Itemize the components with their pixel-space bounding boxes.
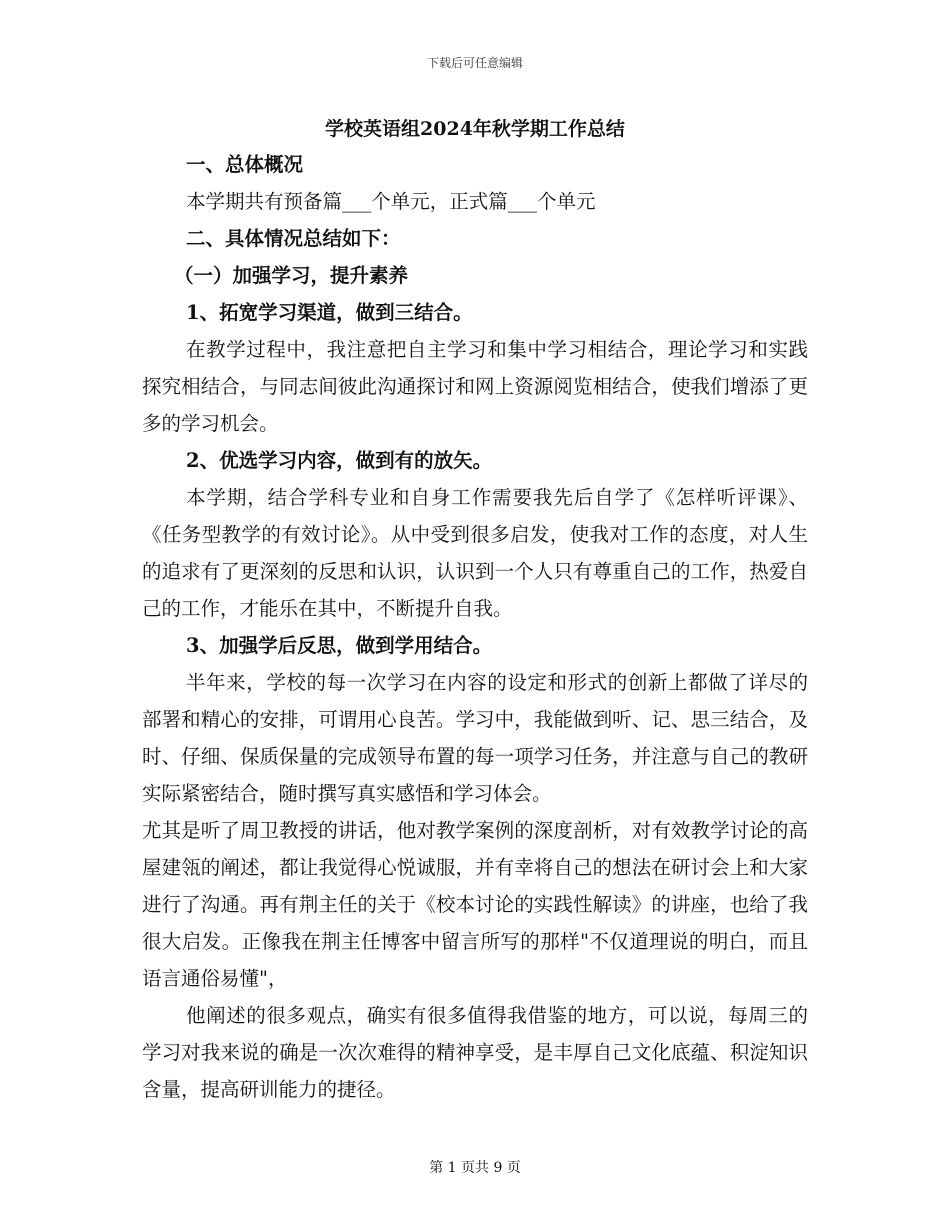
section-heading-overview: 一、总体概况 xyxy=(186,153,304,176)
item-text-3: 半年来，学校的每一次学习在内容的设定和形式的创新上都做了详尽的部署和精心的安排，可谓用心良苦。学习中，我能做到听、记、思三结合，及时、仔细、保质保量的完成领导布置的每一项学习任务，并注意与自己的教研实际紧密结合，随时撰写真实感悟和学习体会。 xyxy=(142,671,808,805)
item-text-3-continued: 尤其是听了周卫教授的讲话，他对教学案例的深度剖析，对有效教学讨论的高屋建瓴的阐述，都让我觉得心悦诚服，并有幸将自己的想法在研讨会上和大家进行了沟通。再有荆主任的关于《校本讨论的实践性解读》的讲座，也给了我很大启发。正像我在荆主任博客中留言所写的那样"不仅道理说的明白，而且语言通俗易懂"， xyxy=(142,819,808,990)
item-text-3-final: 他阐述的很多观点，确实有很多值得我借鉴的地方，可以说，每周三的学习对我来说的确是一次次难得的精神享受，是丰厚自己文化底蕴、积淀知识含量，提高研训能力的捷径。 xyxy=(142,1004,808,1101)
item-text-2: 本学期，结合学科专业和自身工作需要我先后自学了《怎样听评课》、《任务型教学的有效讨论》。从中受到很多启发，使我对工作的态度，对人生的追求有了更深刻的反思和认识，认识到一个人只有尊重自己的工作，热爱自己的工作，才能乐在其中，不断提升自我。 xyxy=(142,486,808,620)
page-footer: 第 1 页共 9 页 xyxy=(429,1160,521,1176)
document-title: 学校英语组2024年秋学期工作总结 xyxy=(325,118,625,140)
subsection-heading-study: （一）加强学习，提升素养 xyxy=(174,264,409,287)
overview-text: 本学期共有预备篇___个单元，正式篇___个单元 xyxy=(186,190,596,213)
document-body xyxy=(142,112,808,1108)
item-heading-3: 3、加强学后反思，做到学用结合。 xyxy=(186,634,493,657)
item-text-1: 在教学过程中，我注意把自主学习和集中学习相结合，理论学习和实践探究相结合，与同志间彼此沟通探讨和网上资源阅览相结合，使我们增添了更多的学习机会。 xyxy=(142,338,808,435)
section-heading-details: 二、具体情况总结如下： xyxy=(186,227,401,250)
item-heading-1: 1、拓宽学习渠道，做到三结合。 xyxy=(186,301,473,324)
item-heading-2: 2、优选学习内容，做到有的放矢。 xyxy=(186,449,493,472)
page-header: 下载后可任意编辑 xyxy=(426,56,523,70)
